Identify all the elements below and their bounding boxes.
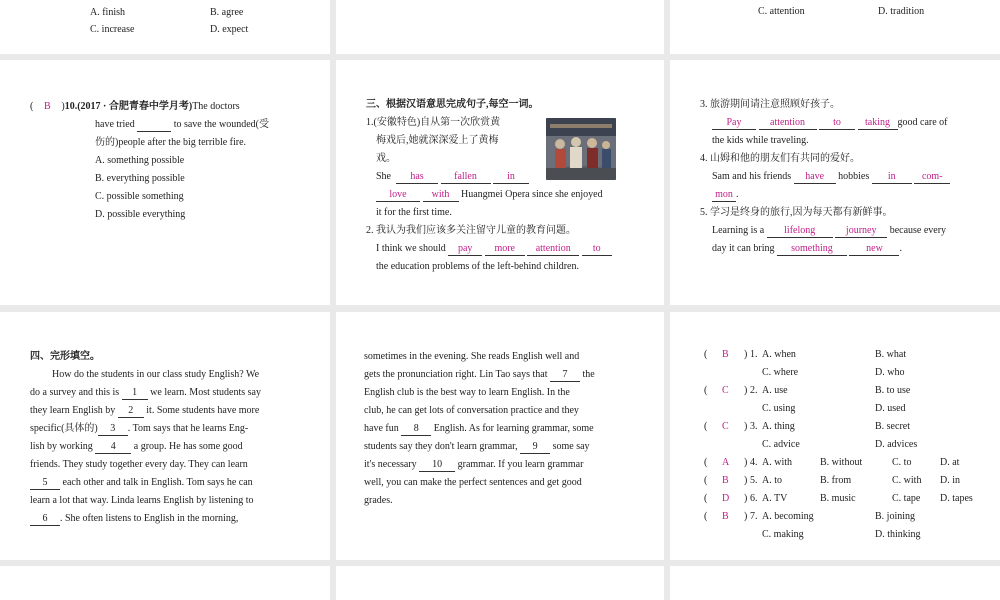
question-number: 7. (750, 511, 758, 522)
blank: Pay (712, 116, 756, 130)
option-c: C. making (762, 529, 804, 540)
paren-close: ) (744, 493, 748, 504)
option-d: D. who (875, 367, 905, 378)
blank: to (819, 116, 855, 130)
q5-line2: Learning is a lifelong journey because every (712, 225, 947, 236)
q1-line3: 戏。 (376, 153, 396, 164)
option-a: A. thing (762, 421, 795, 432)
option-d: D. at (940, 457, 960, 468)
paren-close: ) (744, 385, 748, 396)
option-c: C. tape (892, 493, 921, 504)
option-b: B. music (820, 493, 856, 504)
cloze-line8: learn a lot that way. Linda learns English by listening to (30, 495, 254, 506)
blank: love (376, 188, 420, 202)
panel-answers (670, 312, 1000, 560)
cloze-line2: do a survey and this is 1 we learn. Most students say (30, 387, 261, 398)
section-4-title: 四、完形填空。 (30, 351, 100, 362)
paren-open: ( (704, 511, 708, 522)
q1-line1: 1.(安徽特色)自从第一次欣赏黄 (366, 117, 501, 128)
paren-close: ) (744, 349, 748, 360)
q4-line2: Sam and his friends have hobbies in com- (712, 170, 950, 184)
answer-mark: B (44, 101, 51, 112)
question-number: 4. (750, 457, 758, 468)
option-c: C. advice (762, 439, 800, 450)
paren-open: ( (704, 457, 708, 468)
option-d: D. in (940, 475, 960, 486)
panel-top-middle (336, 0, 664, 54)
option-c: C. with (892, 475, 922, 486)
question-10-line3: 伤的)people after the big terrible fire. (95, 137, 247, 148)
section-3-title: 三、根据汉语意思完成句子,每空一词。 (366, 99, 539, 110)
blank (137, 118, 171, 132)
blank: attention (527, 242, 579, 256)
option-b: B. what (875, 349, 907, 360)
panel-section-4 (0, 312, 330, 560)
paren-open: ( (704, 349, 708, 360)
blank: with (423, 188, 459, 202)
panel-section-3-continued (670, 60, 1000, 305)
panel-section-4-continued (336, 312, 664, 560)
option-a: A. use (762, 385, 788, 396)
question-number: 1. (750, 349, 758, 360)
opera-stage-image (546, 118, 616, 180)
paren-close: ) (744, 457, 748, 468)
paren-open: ( (704, 421, 708, 432)
option-c: C. using (762, 403, 796, 414)
panel-bottom-left (0, 566, 330, 600)
option-b: B. joining (875, 511, 916, 522)
option-a: A. finish (90, 7, 125, 18)
q3-line2: Pay attention to taking good care of (712, 116, 947, 130)
cloze-line4: specific(具体的) 3 . Tom says that he learns Eng- (30, 423, 249, 434)
option-b: B. to use (875, 385, 911, 396)
option-b: B. secret (875, 421, 910, 432)
q1-line4: She has fallen in (376, 170, 529, 184)
q5-line3: day it can bring something new . (712, 243, 902, 254)
option-b: B. agree (210, 7, 244, 18)
blank-5: 5 (30, 476, 60, 490)
q1-line6: it for the first time. (376, 207, 452, 218)
panel-bottom-right (670, 566, 1000, 600)
option-d: D. possible everything (95, 209, 186, 220)
panel-top-left (0, 0, 330, 54)
option-c: C. possible something (95, 191, 184, 202)
blank-4: 4 (95, 440, 131, 454)
option-d: D. expect (210, 24, 249, 35)
cloze-cont-line2: gets the pronunciation right. Lin Tao says that 7 the (364, 369, 595, 380)
cloze-cont-line5: have fun 8 English. As for learning grammar, some (364, 423, 594, 434)
question-number: 2. (750, 385, 758, 396)
paren-open: ( (704, 493, 708, 504)
blank: mon (712, 188, 736, 202)
option-a: A. something possible (95, 155, 185, 166)
q3-line1: 3. 旅游期间请注意照顾好孩子。 (700, 99, 840, 110)
blank: journey (835, 224, 887, 238)
q2-line1: 2. 我认为我们应该多关注留守儿童的教育问题。 (366, 225, 576, 236)
option-a: A. TV (762, 493, 788, 504)
panel-bottom-middle (336, 566, 664, 600)
q2-line2: I think we should pay more attention to (376, 242, 612, 256)
option-c: C. increase (90, 24, 135, 35)
blank: more (485, 242, 525, 256)
option-a: A. becoming (762, 511, 814, 522)
option-c: C. to (892, 457, 912, 468)
cloze-cont-line8: well, you can make the perfect sentences and get good (364, 477, 582, 488)
cloze-line3: they learn English by 2 it. Some students have more (30, 405, 260, 416)
question-number: 3. (750, 421, 758, 432)
q1-line5: love with Huangmei Opera since she enjoyed (376, 188, 603, 202)
q4-line1: 4. 山姆和他的朋友们有共同的爱好。 (700, 153, 860, 164)
q5-line1: 5. 学习是终身的旅行,因为每天都有新鲜事。 (700, 207, 893, 218)
q1-line2: 梅戏后,她就深深爱上了黄梅 (376, 135, 499, 146)
cloze-cont-line6: students say they don't learn grammar, 9 some say (364, 441, 590, 452)
option-d: D. thinking (875, 529, 921, 540)
cloze-cont-line7: it's necessary 10 grammar. If you learn grammar (364, 459, 584, 470)
cloze-line9: 6 . She often listens to English in the morning, (30, 512, 238, 526)
panel-top-right (670, 0, 1000, 54)
panel-section-3 (336, 60, 664, 305)
blank-9: 9 (520, 440, 550, 454)
option-b: B. everything possible (95, 173, 185, 184)
blank-6: 6 (30, 512, 60, 526)
blank-8: 8 (401, 422, 431, 436)
blank-1: 1 (122, 386, 148, 400)
answer-mark: A (722, 457, 730, 468)
blank: in (493, 170, 529, 184)
cloze-line7: 5 each other and talk in English. Tom says he can (30, 476, 253, 490)
answer-mark: B (722, 349, 729, 360)
blank-3: 3 (98, 422, 128, 436)
answer-mark: D (722, 493, 730, 504)
option-a: A. to (762, 475, 782, 486)
blank: lifelong (767, 224, 833, 238)
answer-mark: B (722, 511, 729, 522)
cloze-line6: friends. They study together every day. They can learn (30, 459, 248, 470)
blank: taking (858, 116, 898, 130)
option-a: A. with (762, 457, 792, 468)
option-d: D. advices (875, 439, 918, 450)
option-a: A. when (762, 349, 796, 360)
paren-open: ( (704, 475, 708, 486)
opera-photo (546, 118, 616, 180)
blank: to (582, 242, 612, 256)
option-d: D. tradition (878, 6, 925, 17)
option-c: C. where (762, 367, 799, 378)
cloze-line5: lish by working 4 a group. He has some good (30, 441, 243, 452)
question-10-line1: ( B )10.(2017 · 合肥青春中学月考)The doctors (30, 101, 240, 112)
panel-question-10 (0, 60, 330, 305)
option-b: B. without (820, 457, 863, 468)
blank: have (794, 170, 836, 184)
question-number: 5. (750, 475, 758, 486)
paren-open: ( (704, 385, 708, 396)
question-number: 6. (750, 493, 758, 504)
blank: something (777, 242, 847, 256)
cloze-cont-line4: club, he can get lots of conversation practice and they (364, 405, 579, 416)
q2-line3: the education problems of the left-behind children. (376, 261, 579, 272)
answer-mark: C (722, 421, 729, 432)
blank-7: 7 (550, 368, 580, 382)
blank: in (872, 170, 912, 184)
blank: com- (914, 170, 950, 184)
option-c: C. attention (758, 6, 805, 17)
q4-line3: mon . (712, 188, 739, 202)
option-b: B. from (820, 475, 852, 486)
q3-line3: the kids while traveling. (712, 135, 809, 146)
blank: pay (448, 242, 482, 256)
paren-close: ) (744, 511, 748, 522)
cloze-cont-line1: sometimes in the evening. She reads English well and (364, 351, 580, 362)
blank: new (849, 242, 899, 256)
option-d: D. used (875, 403, 906, 414)
blank-2: 2 (118, 404, 144, 418)
blank-10: 10 (419, 458, 455, 472)
paren-close: ) (744, 421, 748, 432)
question-10-line2: have tried to save the wounded(受 (95, 119, 269, 130)
answer-mark: C (722, 385, 729, 396)
cloze-line1: How do the students in our class study English? We (52, 369, 260, 380)
option-d: D. tapes (940, 493, 973, 504)
cloze-cont-line3: English club is the best way to learn English. In the (364, 387, 570, 398)
paren-close: ) (744, 475, 748, 486)
blank: has (396, 170, 438, 184)
answer-mark: B (722, 475, 729, 486)
blank: fallen (441, 170, 491, 184)
blank: attention (759, 116, 817, 130)
cloze-cont-line9: grades. (364, 495, 393, 506)
